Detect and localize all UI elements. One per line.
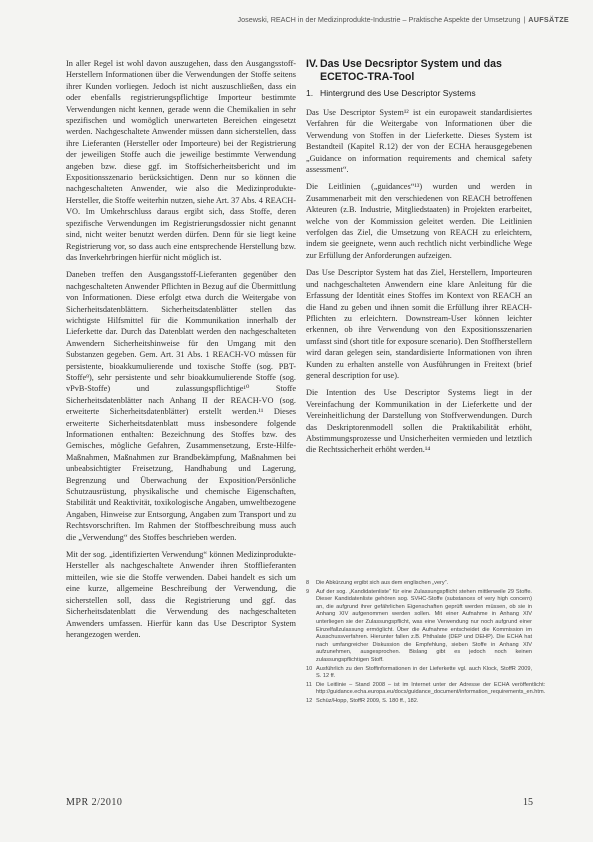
body-paragraph: Mit der sog. „identifizierten Verwendung“ können Medizinprodukte-Hersteller als nachgeschaltete Anwender ihren Stofflieferanten mitteilen, wie sie die Stoffe verwenden. Dabei handelt es sich um eine kurze, allgemeine Beschreibung der Verwendung, die sicherstellen soll, dass die Registrierung und ggf. das Sicherheitsdatenblatt die Verwendung des nachgeschalteten Anwenders umfassen. Hierfür kann das Use Descriptor System herangezogen werden. (66, 550, 296, 639)
footnotes (306, 580, 546, 707)
footnote-number: 10 (306, 665, 313, 672)
footnote (306, 681, 546, 697)
body-paragraph: Die Intention des Use Descriptor Systems liegt in der Vereinfachung der Kommunikation in der Lieferkette und der Vereinheitlichung der Darstellung von Stoffverwendungen. Durch das Deskriptorenmodell sollen die Praktikabilität erhöht, Abstimmungsprozesse und Unsicherheiten vermieden und letztlich die Rechtssicherheit erhöht werden.¹⁴ (306, 388, 532, 455)
body-paragraph: Daneben treffen den Ausgangsstoff-Lieferanten gegenüber den nachgeschalteten Anwender Pflichten in Bezug auf die Übermittlung von Informationen. Diese erfolgt etwa durch die Weitergabe von Sicherheitsdatenblättern. Sicherheitsdatenblätter stellen das wichtigste Hilfsmittel für die Kommunikation innerhalb der Lieferkette dar. Durch das Datenblatt werden den nachgeschalteten Anwendern Sicherheitshinweise für den Umgang mit den Substanzen gegeben. Gem. Art. 31 Abs. 1 REACH-VO müssen für persistente, bioakkumulierende und toxische Stoffe (sog. PBT-Stoffe⁹), sehr persistente und sehr bioakkumulierende Stoffe (sog. vPvB-Stoffe) und zulassungspflichtige¹⁰ Stoffe Sicherheitsdatenblätter nach Anhang II der REACH-VO (sog. erweiterte Sicherheitsdatenblätter) erstellt werden.¹¹ Dieses erweiterte Sicherheitsdatenblatt muss insbesondere folgende Informationen enthalten: Bezeichnung des Stoffes bzw. des Gemisches, mögliche Gefahren, Zusammensetzung, Erste-Hilfe-Maßnahmen, Maßnahmen zur Brandbekämpfung, Maßnahmen bei unbeabsichtigter Freisetzung, Handhabung und Lagerung, Begrenzung und Überwachung der Exposition/Persönliche Schutzausrüstung, physikalische und chemische Eigenschaften, Stabilität und Reaktivität, toxikologische Angaben, umweltbezogene Angaben, Hinweise zur Entsorgung, Angaben zum Transport und zu Rechtsvorschriften. Im Rahmen der Stoffbeschreibung muss auch die „Verwendung“ des Stoffes beschrieben werden. (66, 270, 296, 542)
running-title: Josewski, REACH in der Medizinprodukte-Industrie – Praktische Aspekte der Umsetzung (237, 15, 521, 24)
footnote-text: Ausführlich zu den Stoffinformationen in der Lieferkette vgl. auch Klock, StoffR 2009, S. 12 ff. (316, 665, 532, 680)
footnote (306, 580, 532, 588)
body-paragraph: In aller Regel ist wohl davon auszugehen, dass den Ausgangsstoff-Herstellern Informationen über die Verwendungen der Stoffe seitens ihrer Kunden vorliegen. Jedoch ist nicht auszuschließen, dass ein oder ebenfalls registrierungspflichtige Importeur bestimmte Verwendungen nicht kennen, gerade wenn die Chemikalien in sehr spezifischen und womöglich unerwarteten Bereichen eingesetzt werden. Nachgeschaltete Anwender müssen dann sicherstellen, dass ihre Lieferanten (Hersteller oder Importeure) bei der Registrierung der jeweiligen Stoffe auch die jeweilige bestimmte Verwendung angeben bzw. diese ggf. im Stoffsicherheitsbericht und im Expositionsszenario berücksichtigen. Denn nur so können die nachgeschalteten Anwender, wie also die Medizinprodukte-Hersteller, die Stoffe weiterhin nutzen, siehe Art. 37 Abs. 4 REACH-VO. Im Umkehrschluss daraus ergibt sich, dass Stoffe, deren spezifische Verwendungen im Registrierungsdossier nicht genannt sind, nicht weiter benutzt werden dürfen. Denn für sie liegt keine Registrierung vor, so dass auch eine entsprechende Herstellung bzw. das Inverkehrbringen hierfür nicht möglich ist. (66, 59, 296, 262)
footnote (306, 698, 532, 706)
footnote-number: 9 (306, 588, 310, 595)
journal-issue: MPR 2/2010 (66, 797, 123, 808)
section-number: IV. (306, 58, 318, 70)
body-paragraph: Das Use Descriptor System¹² ist ein europaweit standardisiertes Verfahren für die Weitergabe von Informationen über die Verwendung von Stoffen in der Lieferkette. Dieses System ist Bestandteil (Kapitel R.12) der von der ECHA herausgegebenen „Guidance on information requirements and chemical safety assessment“. (306, 108, 532, 175)
running-header (160, 15, 569, 24)
footnote-number: 12 (306, 697, 313, 704)
subsection-title: Hintergrund des Use Descriptor Systems (320, 88, 476, 98)
footnote-number: 11 (306, 681, 312, 688)
footnote (306, 666, 532, 681)
body-paragraph: Die Leitlinien („guidances“¹³) wurden und werden in Zusammenarbeit mit den verschiedenen von REACH betroffenen Akteuren (z.B. Industrie, Mitgliedstaaten) in Projekten erarbeitet, welche von der Kommission geleitet werden. Die Leitlinien verfolgen das Ziel, die Umsetzung von REACH zu erleichtern, indem sie geeignete, wenn auch rechtlich nicht verbindliche Wege zur Erfüllung der Anforderungen aufzeigen. (306, 182, 532, 260)
left-column (66, 58, 296, 763)
subsection-number: 1. (306, 88, 314, 98)
footnote-text: Schüz/Hopp, StoffR 2009, S. 180 ff., 182. (316, 697, 419, 704)
section-heading (306, 58, 532, 84)
footnote (306, 589, 532, 665)
header-separator: | (523, 15, 526, 24)
subsection-heading (306, 88, 532, 98)
footnote-text: Auf der sog. „Kandidatenliste“ für eine Zulassungspflicht stehen mittlerweile 29 Stoffe. Dieser Kandidatenliste gehören sog. SVHC-Stoffe (substances of very high concern) an, die aufgrund ihrer gefährlichen Eigenschaften geprüft werden müssen, ob sie in Anhang XIV aufgenommen werden sollen. Mit einer Aufnahme in Anhang XIV unterliegen sie der Zulassungspflicht, was eine Verwendung nur noch aufgrund einer Einzelfallzulassung ermöglicht. Über die Aufnahme entscheidet die Kommission im Ausschussverfahren. Hierunter fallen z.B. Phthalate (DEP und DEHP). Die ECHA hat nach umfangreicher Diskussion die Empfehlung, sieben Stoffe in Anhang XIV aufzunehmen, ausgesprochen. Bislang gibt es jedoch noch keinen zulassungspflichtigen Stoff. (316, 588, 532, 663)
body-paragraph: Das Use Descriptor System hat das Ziel, Herstellern, Importeuren und nachgeschalteten Anwendern eine klare Anleitung für die Erfassung der Identität eines Stoffes im Kontext von REACH an die Hand zu geben und ihnen somit die Erfüllung ihrer REACH-Pflichten zu erleichtern. Downstream-User können leichter erkennen, ob ihre Verwendung von den Expositionsszenarien umfasst sind (short title for exposure scenario). Den Stoffherstellern wird daran gelegen sein, standardisierte Informationen von ihren Kunden zu erhalten anstelle von Ausführungen in Freitext (brief general description for use). (306, 268, 532, 380)
footnote-number: 8 (306, 580, 310, 586)
footnote-text: Die Leitlinie – Stand 2008 – ist im Internet unter der Adresse der ECHA veröffentlicht: http://guidance.echa.europa.eu/docs/guidance_document/information_requirements_en.htm. (316, 681, 546, 696)
section-label: AUFSÄTZE (528, 15, 569, 24)
page-number: 15 (523, 797, 533, 808)
section-title: Das Use Decsriptor System und das ECETOC-TRA-Tool (320, 58, 502, 83)
footnote-text: Die Abkürzung ergibt sich aus dem englischen „very“. (316, 580, 449, 586)
